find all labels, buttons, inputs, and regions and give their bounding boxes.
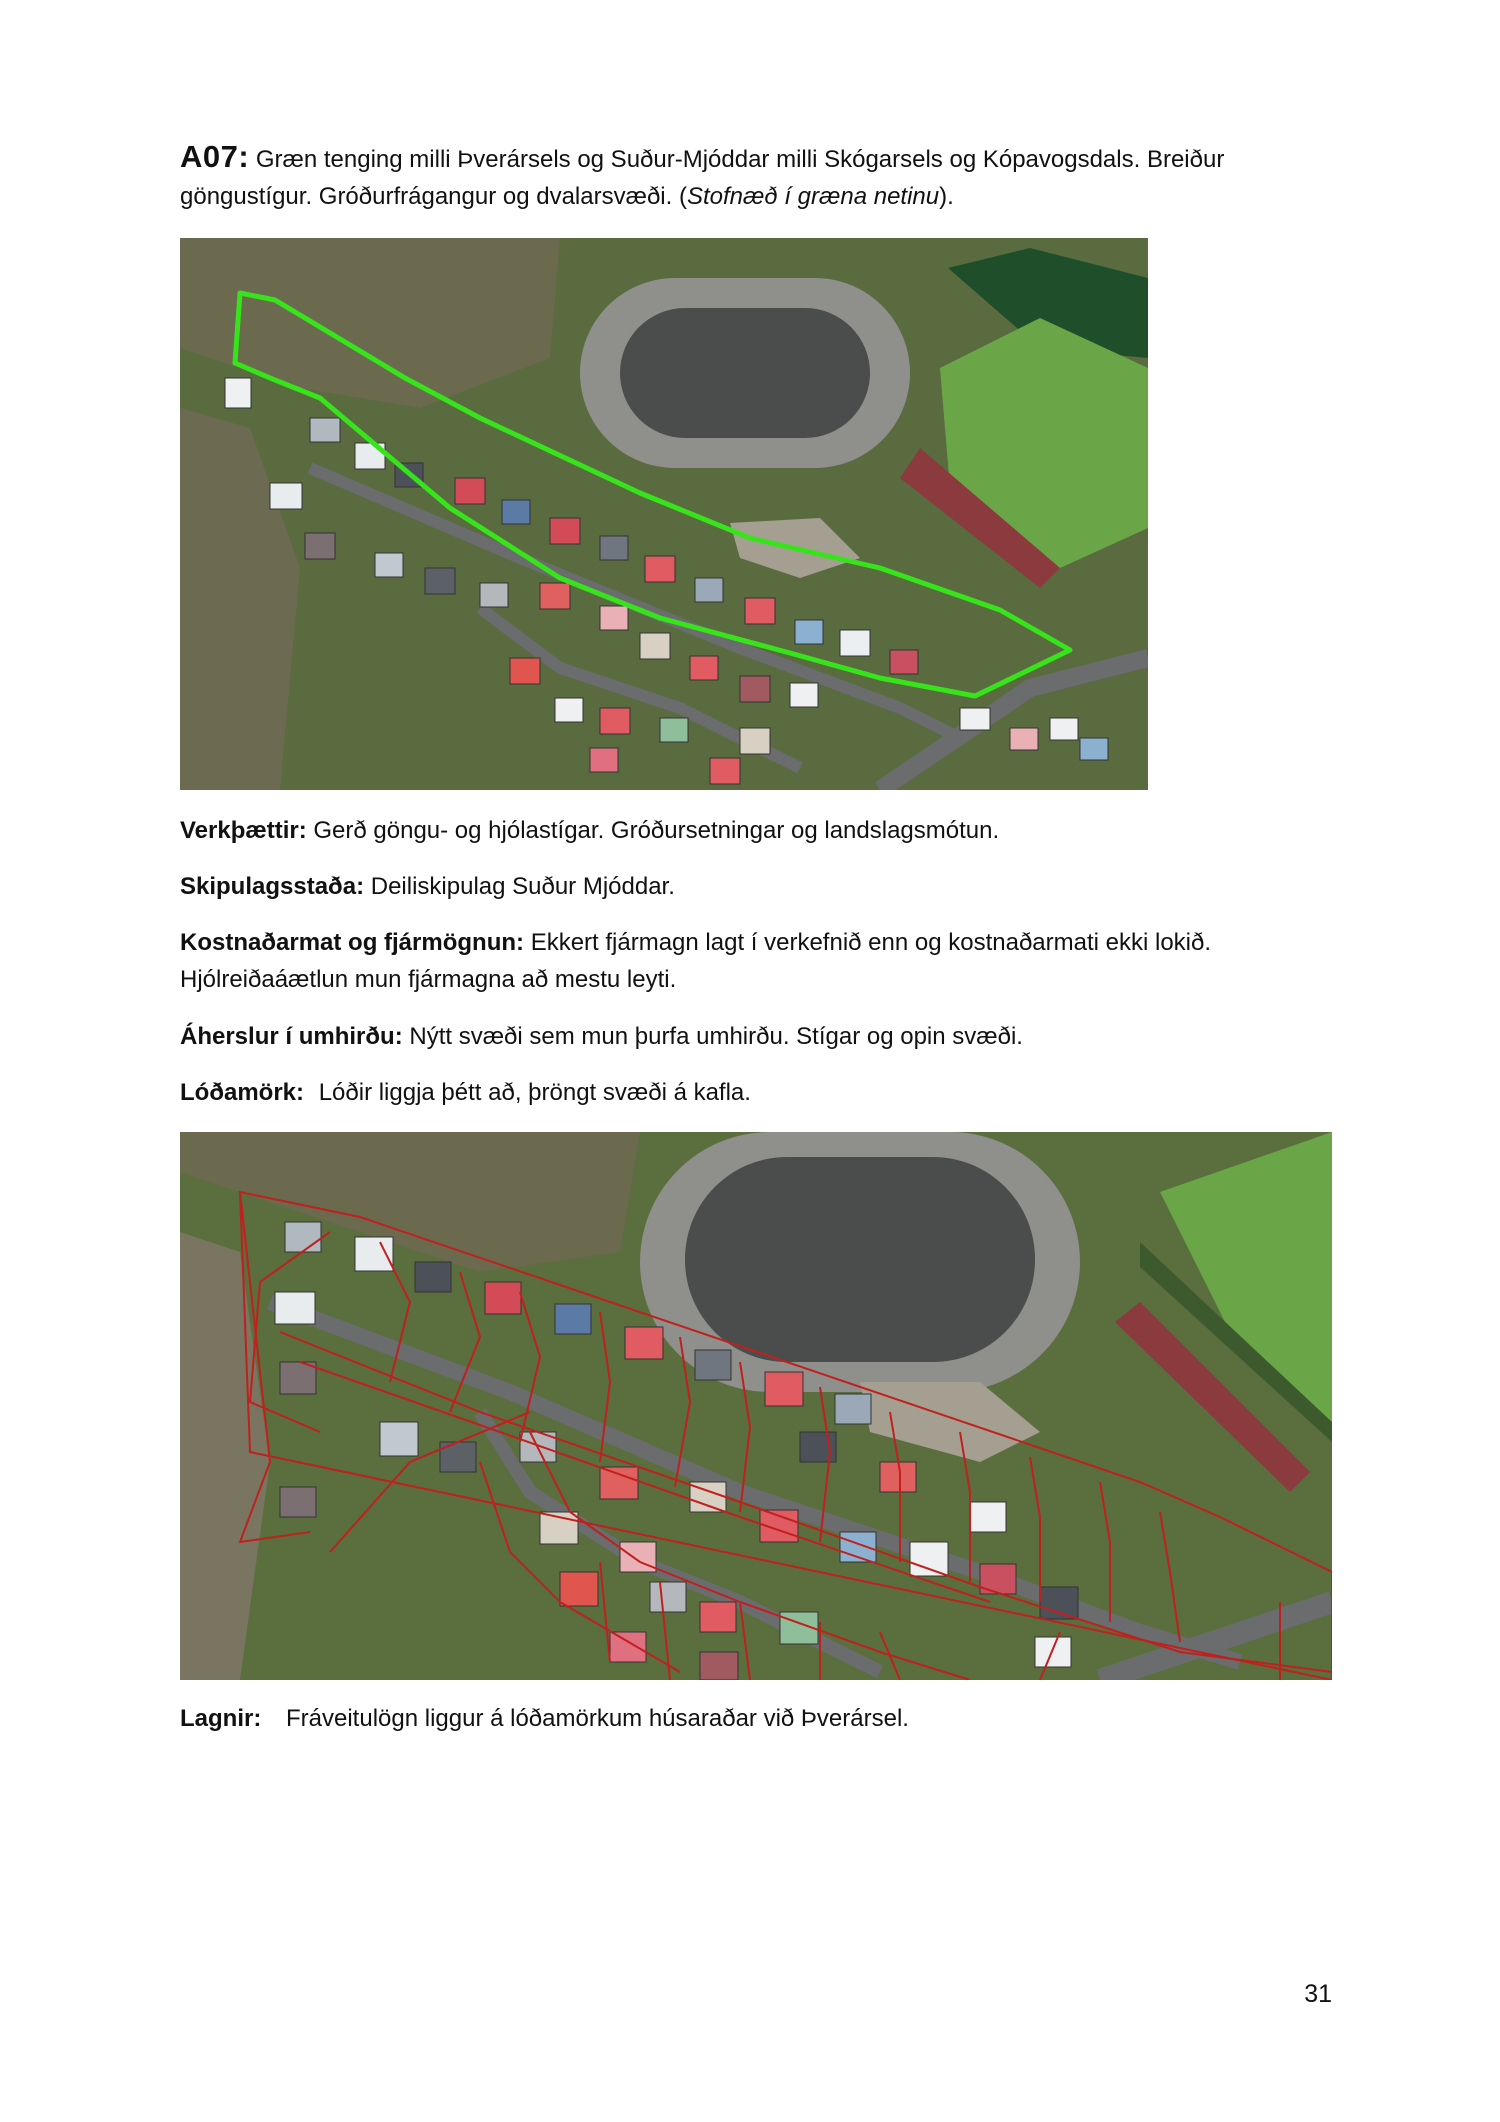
heading-text-2: göngustígur. Gróðurfrágangur og dvalarsvæði. ( — [180, 183, 687, 210]
field-line-2: Hjólreiðaáætlun mun fjármagna að mestu leyti. — [180, 966, 677, 993]
field-text: Ekkert fjármagn lagt í verkefnið enn og kostnaðarmati ekki lokið. — [530, 929, 1212, 956]
field-label: Lóðamörk: — [180, 1079, 305, 1106]
field-skipulagsstada — [180, 868, 1350, 905]
field-kostnadarmat — [180, 924, 1350, 998]
project-code: A07: — [180, 139, 250, 174]
field-label: Lagnir: — [180, 1705, 262, 1732]
field-label: Kostnaðarmat og fjármögnun: — [180, 929, 525, 956]
field-lagnir — [180, 1700, 1350, 1737]
field-verkthaettir — [180, 812, 1350, 849]
aerial-photo-green-outline — [180, 238, 1148, 790]
field-text: Deiliskipulag Suður Mjóddar. — [370, 873, 675, 900]
page-number: 31 — [1304, 1980, 1332, 2008]
field-label: Skipulagsstaða: — [180, 873, 365, 900]
field-line-1 — [180, 924, 1350, 961]
heading-text-3: ). — [939, 183, 954, 210]
field-text: Lóðir liggja þétt að, þröngt svæði á kafla. — [318, 1079, 751, 1106]
project-heading — [180, 138, 1350, 215]
field-text: Fráveitulögn liggur á lóðamörkum húsaraðar við Þverársel. — [286, 1705, 909, 1732]
field-lodamork — [180, 1074, 1350, 1111]
field-label: Áherslur í umhirðu: — [180, 1023, 403, 1050]
aerial-photo-lot-boundaries — [180, 1132, 1332, 1680]
field-text: Nýtt svæði sem mun þurfa umhirðu. Stígar og opin svæði. — [409, 1023, 1023, 1050]
heading-italic-note: Stofnæð í græna netinu — [686, 183, 940, 210]
field-label: Verkþættir: — [180, 817, 307, 844]
field-text: Gerð göngu- og hjólastígar. Gróðursetningar og landslagsmótun. — [313, 817, 1000, 844]
heading-text: Græn tenging milli Þverársels og Suður-Mjóddar milli Skógarsels og Kópavogsdals. Breiður — [255, 146, 1225, 173]
field-aherslur — [180, 1018, 1350, 1055]
heading-line-2 — [180, 178, 1350, 215]
heading-line-1 — [180, 138, 1350, 178]
